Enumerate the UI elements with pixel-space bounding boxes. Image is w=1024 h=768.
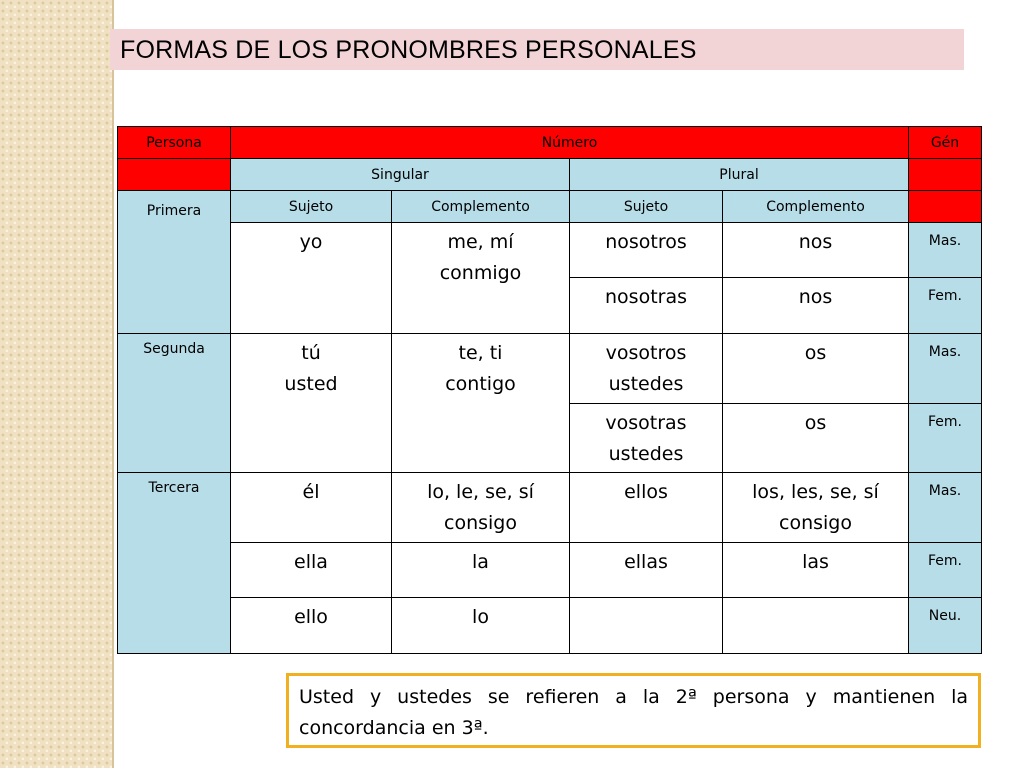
cell-pl-complemento: las [723,543,909,598]
cell-pl-complemento: os [723,334,909,404]
cell-genero: Mas. [909,473,982,543]
cell-genero: Fem. [909,404,982,473]
cell-pl-complemento: os [723,404,909,473]
cell-sing-sujeto: yo [231,223,392,334]
cell-sing-complemento: te, ti contigo [392,334,570,473]
cell-sing-sujeto: él [231,473,392,543]
header-persona-fill [118,159,231,191]
pronouns-table [117,126,982,654]
header-gen: Gén [909,127,982,159]
slide-title: FORMAS DE LOS PRONOMBRES PERSONALES [110,29,964,70]
cell-sing-complemento: me, mí conmigo [392,223,570,334]
cell-sing-sujeto: tú usted [231,334,392,473]
header-gen-fill [909,159,982,191]
header-sujeto-plural: Sujeto [570,191,723,223]
cell-pl-sujeto: ellos [570,473,723,543]
cell-genero: Mas. [909,334,982,404]
cell-sing-complemento: lo, le, se, sí consigo [392,473,570,543]
persona-segunda: Segunda [118,334,231,473]
header-persona: Persona [118,127,231,159]
cell-pl-complemento: los, les, se, sí consigo [723,473,909,543]
cell-pl-sujeto: nosotros [570,223,723,278]
cell-sing-sujeto: ello [231,598,392,654]
header-complemento-singular: Complemento [392,191,570,223]
cell-sing-sujeto: ella [231,543,392,598]
header-complemento-plural: Complemento [723,191,909,223]
persona-primera: Primera [118,191,231,334]
note-box: Usted y ustedes se refieren a la 2ª persona y mantienen la concordancia en 3ª. [286,673,981,748]
header-plural: Plural [570,159,909,191]
cell-pl-complemento: nos [723,278,909,334]
cell-pl-sujeto [570,598,723,654]
cell-genero: Mas. [909,223,982,278]
cell-pl-sujeto: vosotras ustedes [570,404,723,473]
cell-sing-complemento: lo [392,598,570,654]
cell-pl-sujeto: nosotras [570,278,723,334]
decorative-side-strip [0,0,114,768]
header-sujeto-singular: Sujeto [231,191,392,223]
header-singular: Singular [231,159,570,191]
cell-genero: Fem. [909,543,982,598]
persona-tercera: Tercera [118,473,231,654]
cell-pl-sujeto: ellas [570,543,723,598]
header-numero: Número [231,127,909,159]
cell-pl-complemento: nos [723,223,909,278]
cell-genero: Neu. [909,598,982,654]
cell-pl-sujeto: vosotros ustedes [570,334,723,404]
cell-sing-complemento: la [392,543,570,598]
cell-pl-complemento [723,598,909,654]
cell-genero: Fem. [909,278,982,334]
header-gen-fill-2 [909,191,982,223]
